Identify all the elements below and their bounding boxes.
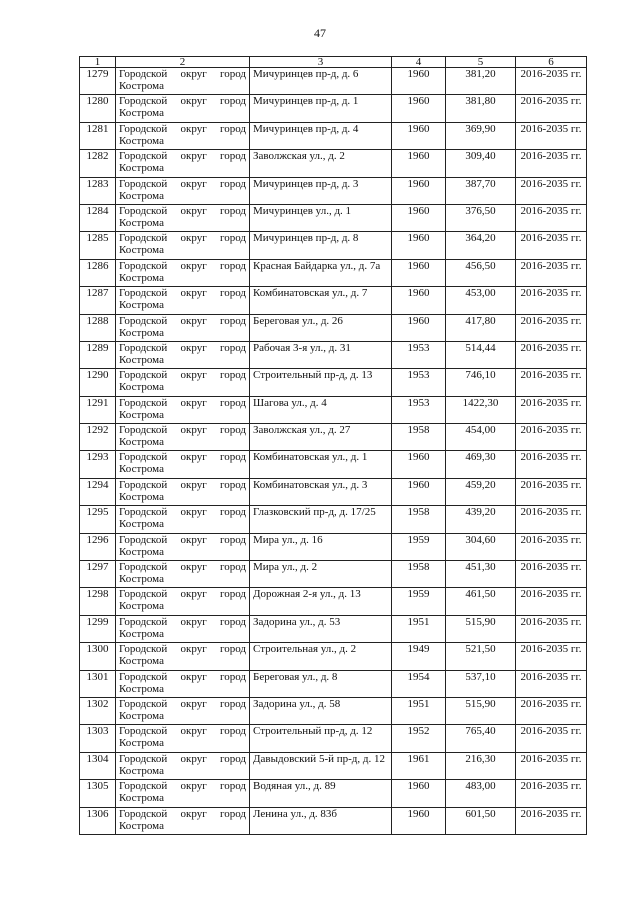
table-row	[80, 68, 587, 95]
cell-repair-period: 2016-2035 гг.	[516, 95, 587, 122]
cell-row-number: 1296	[80, 533, 116, 560]
cell-municipality: Городской округ город Кострома	[116, 752, 250, 779]
cell-municipality: Городской округ город Кострома	[116, 561, 250, 588]
table-row	[80, 396, 587, 423]
table-row	[80, 615, 587, 642]
table-row	[80, 451, 587, 478]
cell-municipality: Городской округ город Кострома	[116, 643, 250, 670]
cell-area: 451,30	[446, 561, 516, 588]
cell-year-built: 1960	[392, 807, 446, 834]
cell-address: Комбинатовская ул., д. 3	[250, 478, 392, 505]
cell-area: 387,70	[446, 177, 516, 204]
cell-area: 304,60	[446, 533, 516, 560]
cell-municipality: Городской округ город Кострома	[116, 615, 250, 642]
cell-address: Береговая ул., д. 26	[250, 314, 392, 341]
cell-municipality: Городской округ город Кострома	[116, 424, 250, 451]
cell-year-built: 1953	[392, 341, 446, 368]
cell-address: Комбинатовская ул., д. 1	[250, 451, 392, 478]
cell-address: Ленина ул., д. 83б	[250, 807, 392, 834]
cell-address: Красная Байдарка ул., д. 7а	[250, 259, 392, 286]
cell-area: 439,20	[446, 506, 516, 533]
cell-address: Мичуринцев ул., д. 1	[250, 204, 392, 231]
cell-address: Мичуринцев пр-д, д. 8	[250, 232, 392, 259]
cell-year-built: 1960	[392, 95, 446, 122]
cell-address: Мира ул., д. 2	[250, 561, 392, 588]
cell-repair-period: 2016-2035 гг.	[516, 780, 587, 807]
column-header-1: 1	[80, 57, 116, 68]
column-header-2: 2	[116, 57, 250, 68]
table-row	[80, 643, 587, 670]
cell-row-number: 1280	[80, 95, 116, 122]
cell-year-built: 1949	[392, 643, 446, 670]
cell-repair-period: 2016-2035 гг.	[516, 177, 587, 204]
cell-address: Строительный пр-д, д. 13	[250, 369, 392, 396]
table-row	[80, 697, 587, 724]
cell-row-number: 1304	[80, 752, 116, 779]
cell-address: Мичуринцев пр-д, д. 6	[250, 68, 392, 95]
table-row	[80, 177, 587, 204]
cell-area: 483,00	[446, 780, 516, 807]
cell-row-number: 1305	[80, 780, 116, 807]
cell-row-number: 1299	[80, 615, 116, 642]
cell-address: Дорожная 2-я ул., д. 13	[250, 588, 392, 615]
cell-repair-period: 2016-2035 гг.	[516, 725, 587, 752]
cell-area: 381,80	[446, 95, 516, 122]
table-row	[80, 533, 587, 560]
cell-year-built: 1960	[392, 232, 446, 259]
cell-area: 309,40	[446, 150, 516, 177]
cell-repair-period: 2016-2035 гг.	[516, 232, 587, 259]
cell-year-built: 1953	[392, 396, 446, 423]
cell-area: 515,90	[446, 615, 516, 642]
cell-row-number: 1285	[80, 232, 116, 259]
cell-year-built: 1958	[392, 424, 446, 451]
cell-area: 746,10	[446, 369, 516, 396]
cell-municipality: Городской округ город Кострома	[116, 533, 250, 560]
cell-area: 1422,30	[446, 396, 516, 423]
cell-year-built: 1961	[392, 752, 446, 779]
column-header-4: 4	[392, 57, 446, 68]
cell-municipality: Городской округ город Кострома	[116, 780, 250, 807]
cell-year-built: 1960	[392, 314, 446, 341]
cell-address: Давыдовский 5-й пр-д, д. 12	[250, 752, 392, 779]
cell-repair-period: 2016-2035 гг.	[516, 287, 587, 314]
cell-municipality: Городской округ город Кострома	[116, 725, 250, 752]
cell-year-built: 1958	[392, 506, 446, 533]
cell-year-built: 1951	[392, 697, 446, 724]
table-row	[80, 232, 587, 259]
cell-municipality: Городской округ город Кострома	[116, 369, 250, 396]
cell-municipality: Городской округ город Кострома	[116, 122, 250, 149]
cell-row-number: 1282	[80, 150, 116, 177]
table-row	[80, 807, 587, 834]
cell-area: 456,50	[446, 259, 516, 286]
cell-area: 601,50	[446, 807, 516, 834]
cell-repair-period: 2016-2035 гг.	[516, 259, 587, 286]
cell-row-number: 1286	[80, 259, 116, 286]
cell-area: 515,90	[446, 697, 516, 724]
cell-municipality: Городской округ город Кострома	[116, 341, 250, 368]
cell-municipality: Городской округ город Кострома	[116, 177, 250, 204]
cell-address: Строительная ул., д. 2	[250, 643, 392, 670]
cell-row-number: 1292	[80, 424, 116, 451]
cell-year-built: 1960	[392, 287, 446, 314]
cell-row-number: 1293	[80, 451, 116, 478]
cell-repair-period: 2016-2035 гг.	[516, 697, 587, 724]
table-row	[80, 780, 587, 807]
cell-row-number: 1298	[80, 588, 116, 615]
cell-municipality: Городской округ город Кострома	[116, 232, 250, 259]
table-row	[80, 204, 587, 231]
cell-repair-period: 2016-2035 гг.	[516, 314, 587, 341]
cell-municipality: Городской округ город Кострома	[116, 287, 250, 314]
cell-year-built: 1960	[392, 177, 446, 204]
cell-year-built: 1960	[392, 451, 446, 478]
cell-area: 216,30	[446, 752, 516, 779]
cell-row-number: 1283	[80, 177, 116, 204]
cell-row-number: 1284	[80, 204, 116, 231]
housing-register-table	[79, 56, 587, 835]
cell-year-built: 1953	[392, 369, 446, 396]
cell-repair-period: 2016-2035 гг.	[516, 752, 587, 779]
cell-repair-period: 2016-2035 гг.	[516, 506, 587, 533]
cell-year-built: 1952	[392, 725, 446, 752]
cell-repair-period: 2016-2035 гг.	[516, 341, 587, 368]
cell-row-number: 1300	[80, 643, 116, 670]
cell-repair-period: 2016-2035 гг.	[516, 807, 587, 834]
cell-year-built: 1960	[392, 204, 446, 231]
cell-row-number: 1301	[80, 670, 116, 697]
cell-area: 765,40	[446, 725, 516, 752]
cell-address: Задорина ул., д. 58	[250, 697, 392, 724]
cell-area: 453,00	[446, 287, 516, 314]
cell-address: Мира ул., д. 16	[250, 533, 392, 560]
cell-year-built: 1958	[392, 561, 446, 588]
cell-repair-period: 2016-2035 гг.	[516, 68, 587, 95]
cell-repair-period: 2016-2035 гг.	[516, 122, 587, 149]
cell-area: 459,20	[446, 478, 516, 505]
table-row	[80, 424, 587, 451]
cell-municipality: Городской округ город Кострома	[116, 506, 250, 533]
table-body	[80, 68, 587, 835]
cell-row-number: 1281	[80, 122, 116, 149]
cell-repair-period: 2016-2035 гг.	[516, 478, 587, 505]
table-row	[80, 314, 587, 341]
cell-municipality: Городской округ город Кострома	[116, 68, 250, 95]
cell-address: Глазковский пр-д, д. 17/25	[250, 506, 392, 533]
cell-year-built: 1954	[392, 670, 446, 697]
cell-area: 454,00	[446, 424, 516, 451]
cell-repair-period: 2016-2035 гг.	[516, 424, 587, 451]
cell-address: Строительный пр-д, д. 12	[250, 725, 392, 752]
cell-year-built: 1960	[392, 259, 446, 286]
cell-repair-period: 2016-2035 гг.	[516, 204, 587, 231]
cell-municipality: Городской округ город Кострома	[116, 807, 250, 834]
column-header-3: 3	[250, 57, 392, 68]
cell-area: 461,50	[446, 588, 516, 615]
cell-municipality: Городской округ город Кострома	[116, 670, 250, 697]
cell-year-built: 1960	[392, 122, 446, 149]
cell-municipality: Городской округ город Кострома	[116, 259, 250, 286]
cell-year-built: 1959	[392, 588, 446, 615]
cell-row-number: 1294	[80, 478, 116, 505]
cell-year-built: 1960	[392, 780, 446, 807]
table-row	[80, 150, 587, 177]
cell-year-built: 1959	[392, 533, 446, 560]
cell-row-number: 1291	[80, 396, 116, 423]
cell-row-number: 1289	[80, 341, 116, 368]
cell-municipality: Городской округ город Кострома	[116, 451, 250, 478]
cell-area: 381,20	[446, 68, 516, 95]
table-row	[80, 259, 587, 286]
cell-address: Мичуринцев пр-д, д. 1	[250, 95, 392, 122]
cell-municipality: Городской округ город Кострома	[116, 588, 250, 615]
cell-row-number: 1297	[80, 561, 116, 588]
cell-address: Рабочая 3-я ул., д. 31	[250, 341, 392, 368]
cell-row-number: 1306	[80, 807, 116, 834]
cell-municipality: Городской округ город Кострома	[116, 95, 250, 122]
page-number: 47	[314, 26, 326, 40]
cell-year-built: 1960	[392, 478, 446, 505]
cell-municipality: Городской округ город Кострома	[116, 478, 250, 505]
cell-address: Мичуринцев пр-д, д. 4	[250, 122, 392, 149]
table-row	[80, 506, 587, 533]
table-row	[80, 752, 587, 779]
table-row	[80, 670, 587, 697]
cell-repair-period: 2016-2035 гг.	[516, 561, 587, 588]
cell-repair-period: 2016-2035 гг.	[516, 670, 587, 697]
cell-address: Водяная ул., д. 89	[250, 780, 392, 807]
cell-row-number: 1288	[80, 314, 116, 341]
table-row	[80, 287, 587, 314]
table-row	[80, 95, 587, 122]
cell-area: 514,44	[446, 341, 516, 368]
cell-address: Заволжская ул., д. 27	[250, 424, 392, 451]
cell-row-number: 1295	[80, 506, 116, 533]
cell-year-built: 1951	[392, 615, 446, 642]
cell-area: 469,30	[446, 451, 516, 478]
cell-area: 417,80	[446, 314, 516, 341]
cell-repair-period: 2016-2035 гг.	[516, 451, 587, 478]
cell-repair-period: 2016-2035 гг.	[516, 396, 587, 423]
cell-address: Мичуринцев пр-д, д. 3	[250, 177, 392, 204]
table-row	[80, 561, 587, 588]
column-header-5: 5	[446, 57, 516, 68]
cell-area: 521,50	[446, 643, 516, 670]
table-row	[80, 725, 587, 752]
cell-year-built: 1960	[392, 68, 446, 95]
cell-row-number: 1279	[80, 68, 116, 95]
cell-municipality: Городской округ город Кострома	[116, 150, 250, 177]
cell-row-number: 1303	[80, 725, 116, 752]
cell-address: Заволжская ул., д. 2	[250, 150, 392, 177]
cell-area: 369,90	[446, 122, 516, 149]
table-row	[80, 588, 587, 615]
cell-repair-period: 2016-2035 гг.	[516, 150, 587, 177]
cell-repair-period: 2016-2035 гг.	[516, 369, 587, 396]
table-header	[80, 57, 587, 68]
cell-area: 537,10	[446, 670, 516, 697]
cell-municipality: Городской округ город Кострома	[116, 396, 250, 423]
column-header-6: 6	[516, 57, 587, 68]
cell-repair-period: 2016-2035 гг.	[516, 615, 587, 642]
cell-address: Комбинатовская ул., д. 7	[250, 287, 392, 314]
cell-row-number: 1287	[80, 287, 116, 314]
cell-row-number: 1290	[80, 369, 116, 396]
cell-municipality: Городской округ город Кострома	[116, 204, 250, 231]
cell-repair-period: 2016-2035 гг.	[516, 588, 587, 615]
column-number-row	[80, 57, 587, 68]
cell-area: 376,50	[446, 204, 516, 231]
cell-area: 364,20	[446, 232, 516, 259]
cell-repair-period: 2016-2035 гг.	[516, 533, 587, 560]
cell-address: Задорина ул., д. 53	[250, 615, 392, 642]
cell-year-built: 1960	[392, 150, 446, 177]
cell-municipality: Городской округ город Кострома	[116, 314, 250, 341]
table-row	[80, 341, 587, 368]
table-row	[80, 122, 587, 149]
cell-address: Береговая ул., д. 8	[250, 670, 392, 697]
cell-municipality: Городской округ город Кострома	[116, 697, 250, 724]
table-row	[80, 478, 587, 505]
cell-repair-period: 2016-2035 гг.	[516, 643, 587, 670]
cell-row-number: 1302	[80, 697, 116, 724]
cell-address: Шагова ул., д. 4	[250, 396, 392, 423]
table-row	[80, 369, 587, 396]
